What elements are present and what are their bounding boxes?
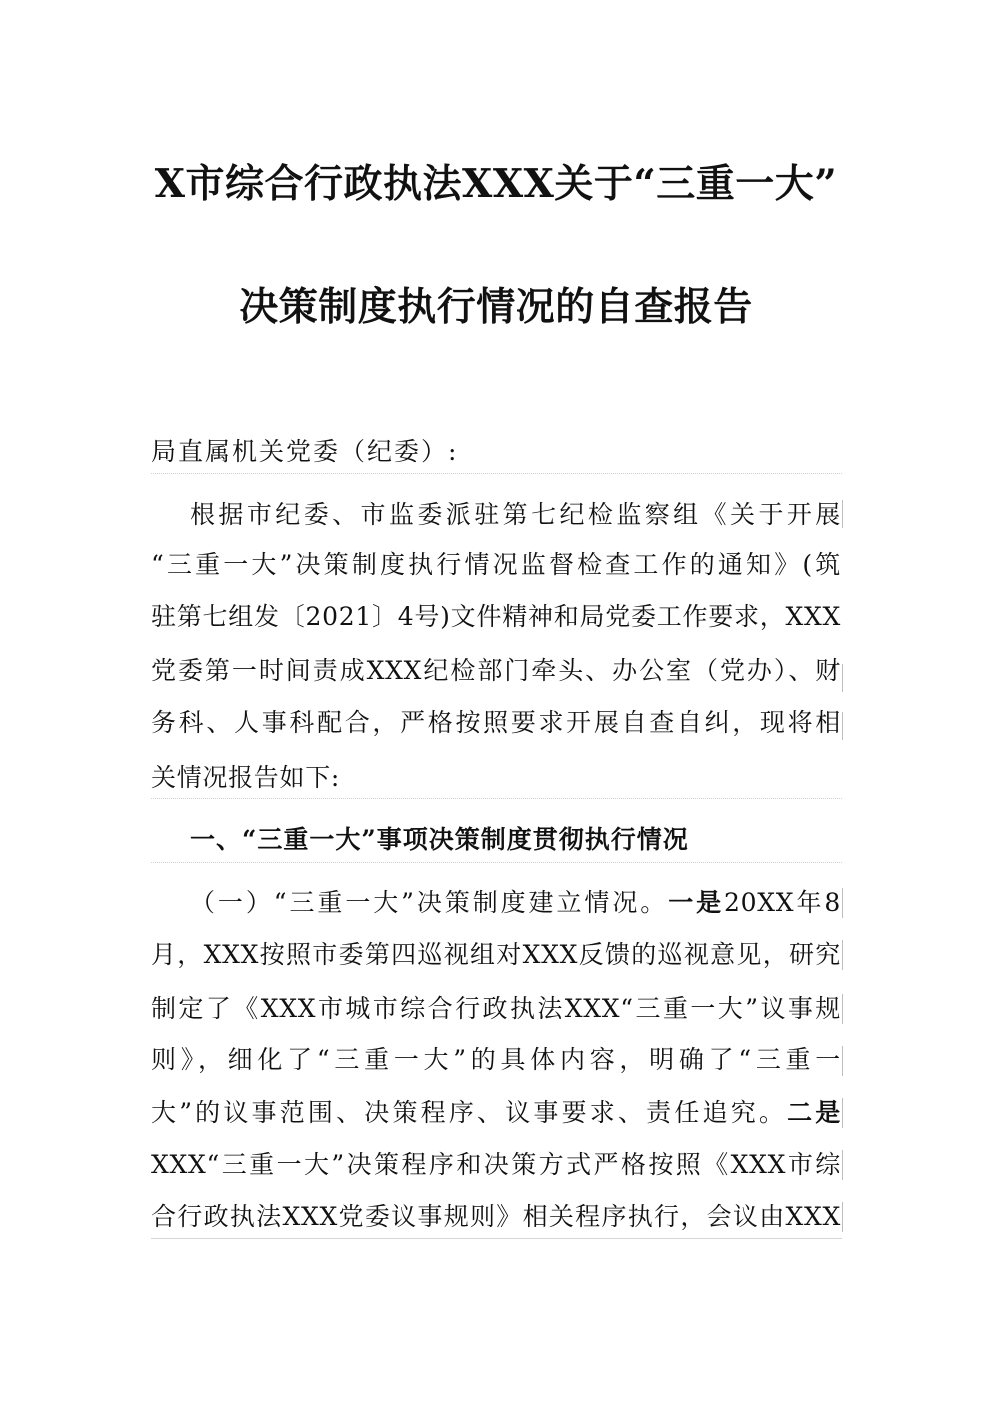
- paragraph-1-line-5: 务科、人事科配合，严格按照要求开展自查自纠，现将相: [151, 708, 841, 737]
- document-title-line-2: 决策制度执行情况的自查报告: [239, 284, 753, 330]
- paragraph-2-line-1-emphasis: 一是: [668, 888, 725, 917]
- frame-edge-mark: [842, 1202, 843, 1232]
- frame-edge-mark: [842, 1150, 843, 1180]
- frame-edge-mark: [842, 712, 843, 740]
- line-rule: [151, 473, 842, 474]
- paragraph-2-line-1-text-a: （一）“三重一大”决策制度建立情况。: [190, 888, 669, 917]
- paragraph-2-line-2: 月，XXX按照市委第四巡视组对XXX反馈的巡视意见，研究: [151, 940, 841, 969]
- paragraph-2-line-5-text-a: 大”的议事范围、决策程序、议事要求、责任追究。: [151, 1098, 788, 1127]
- frame-edge-mark: [842, 1046, 843, 1076]
- paragraph-1-line-1: 根据市纪委、市监委派驻第七纪检监察组《关于开展: [190, 500, 841, 529]
- paragraph-2-line-1-text-b: 20XX年8: [724, 888, 842, 917]
- frame-edge-mark: [842, 664, 843, 692]
- paragraph-1-line-6: 关情况报告如下:: [151, 763, 341, 792]
- frame-edge-mark: [842, 940, 843, 970]
- paragraph-2-line-6: XXX“三重一大”决策程序和决策方式严格按照《XXX市综: [151, 1150, 841, 1179]
- document-title-line-1: X市综合行政执法XXX关于“三重一大”: [154, 161, 838, 207]
- paragraph-1-line-4: 党委第一时间责成XXX纪检部门牵头、办公室（党办）、财: [151, 656, 841, 685]
- salutation: 局直属机关党委（纪委）:: [151, 437, 459, 466]
- line-rule: [151, 1238, 842, 1239]
- paragraph-1-line-3: 驻第七组发〔2021〕4号)文件精神和局党委工作要求，XXX: [151, 602, 841, 631]
- paragraph-2-line-5-emphasis: 二是: [787, 1098, 841, 1127]
- line-rule: [151, 862, 842, 863]
- paragraph-2-line-1: [190, 881, 841, 925]
- paragraph-2-line-5: [151, 1091, 841, 1135]
- frame-edge-mark: [842, 994, 843, 1024]
- paragraph-2-line-7: 合行政执法XXX党委议事规则》相关程序执行，会议由XXX: [151, 1202, 841, 1231]
- paragraph-2-line-4: 则》，细化了“三重一大”的具体内容，明确了“三重一: [151, 1045, 841, 1074]
- frame-edge-mark: [842, 888, 843, 918]
- section-heading-1: 一、“三重一大”事项决策制度贯彻执行情况: [190, 825, 689, 854]
- frame-edge-mark: [842, 500, 843, 528]
- line-rule: [151, 798, 842, 799]
- frame-edge-mark: [842, 1098, 843, 1128]
- paragraph-1-line-2: “三重一大”决策制度执行情况监督检查工作的通知》(筑: [151, 550, 841, 579]
- paragraph-2-line-3: 制定了《XXX市城市综合行政执法XXX“三重一大”议事规: [151, 994, 841, 1023]
